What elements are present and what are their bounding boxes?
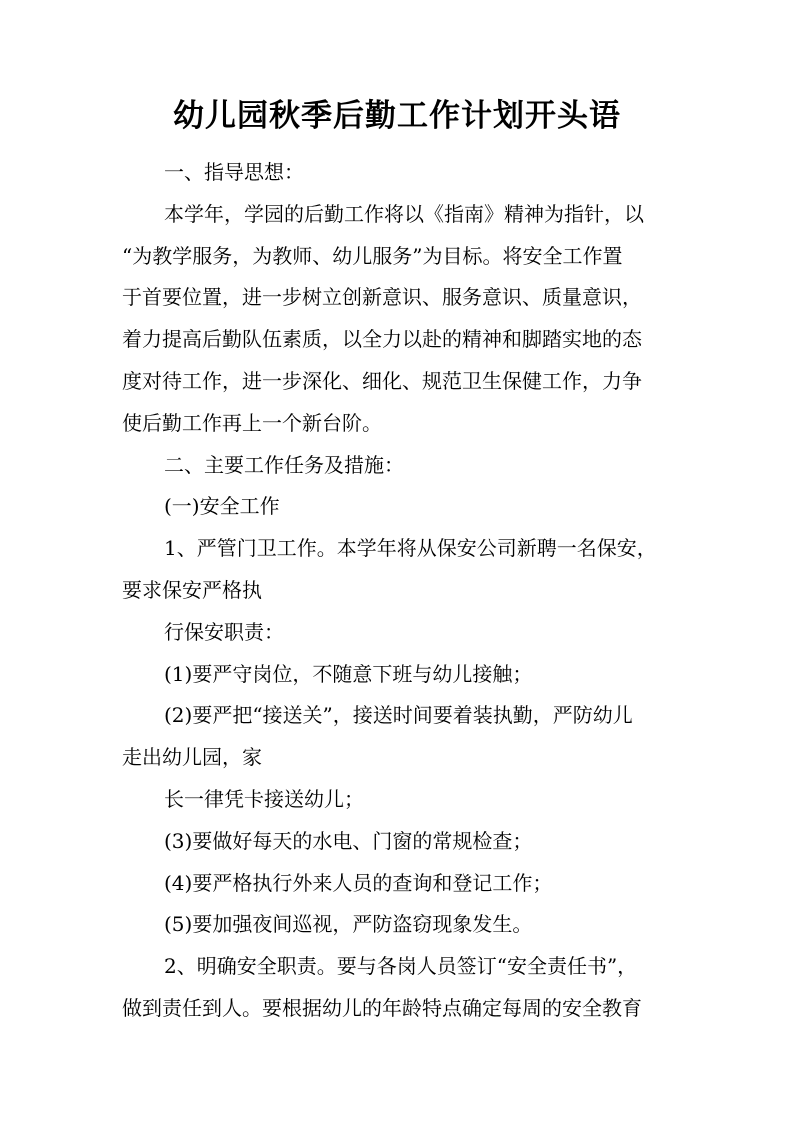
body-line-13: (1)要严守岗位，不随意下班与幼儿接触； — [164, 661, 533, 686]
body-line-4: 于首要位置，进一步树立创新意识、服务意识、质量意识， — [122, 285, 642, 310]
document-title: 幼儿园秋季后勤工作计划开头语 — [173, 98, 621, 134]
body-line-8: 二、主要工作任务及措施： — [164, 452, 404, 477]
body-line-5: 着力提高后勤队伍素质，以全力以赴的精神和脚踏实地的态 — [122, 327, 642, 352]
body-line-17: (3)要做好每天的水电、门窗的常规检查； — [164, 828, 533, 853]
body-line-7: 使后勤工作再上一个新台阶。 — [122, 410, 382, 435]
body-line-20: 2、明确安全职责。要与各岗人员签订“安全责任书”， — [164, 954, 638, 979]
body-line-19: (5)要加强夜间巡视，严防盗窃现象发生。 — [164, 912, 533, 937]
body-line-10: 1、严管门卫工作。本学年将从保安公司新聘一名保安， — [164, 536, 657, 561]
body-line-9: (一)安全工作 — [164, 494, 280, 519]
body-line-11: 要求保安严格执 — [122, 577, 262, 602]
body-line-2: 本学年，学园的后勤工作将以《指南》精神为指针，以 — [164, 201, 644, 226]
body-line-1: 一、指导思想： — [164, 160, 304, 184]
document-body — [122, 152, 684, 1030]
body-line-16: 长一律凭卡接送幼儿； — [164, 786, 364, 811]
body-line-3: “为教学服务，为教师、幼儿服务”为目标。将安全工作置 — [122, 243, 623, 268]
body-line-12: 行保安职责： — [164, 619, 284, 644]
body-line-6: 度对待工作，进一步深化、细化、规范卫生保健工作，力争 — [122, 368, 642, 393]
body-line-18: (4)要严格执行外来人员的查询和登记工作； — [164, 870, 553, 895]
body-line-21: 做到责任到人。要根据幼儿的年龄特点确定每周的安全教育 — [122, 995, 642, 1020]
body-line-14: (2)要严把“接送关”，接送时间要着装执勤，严防幼儿 — [164, 703, 633, 728]
body-line-15: 走出幼儿园，家 — [122, 745, 262, 770]
